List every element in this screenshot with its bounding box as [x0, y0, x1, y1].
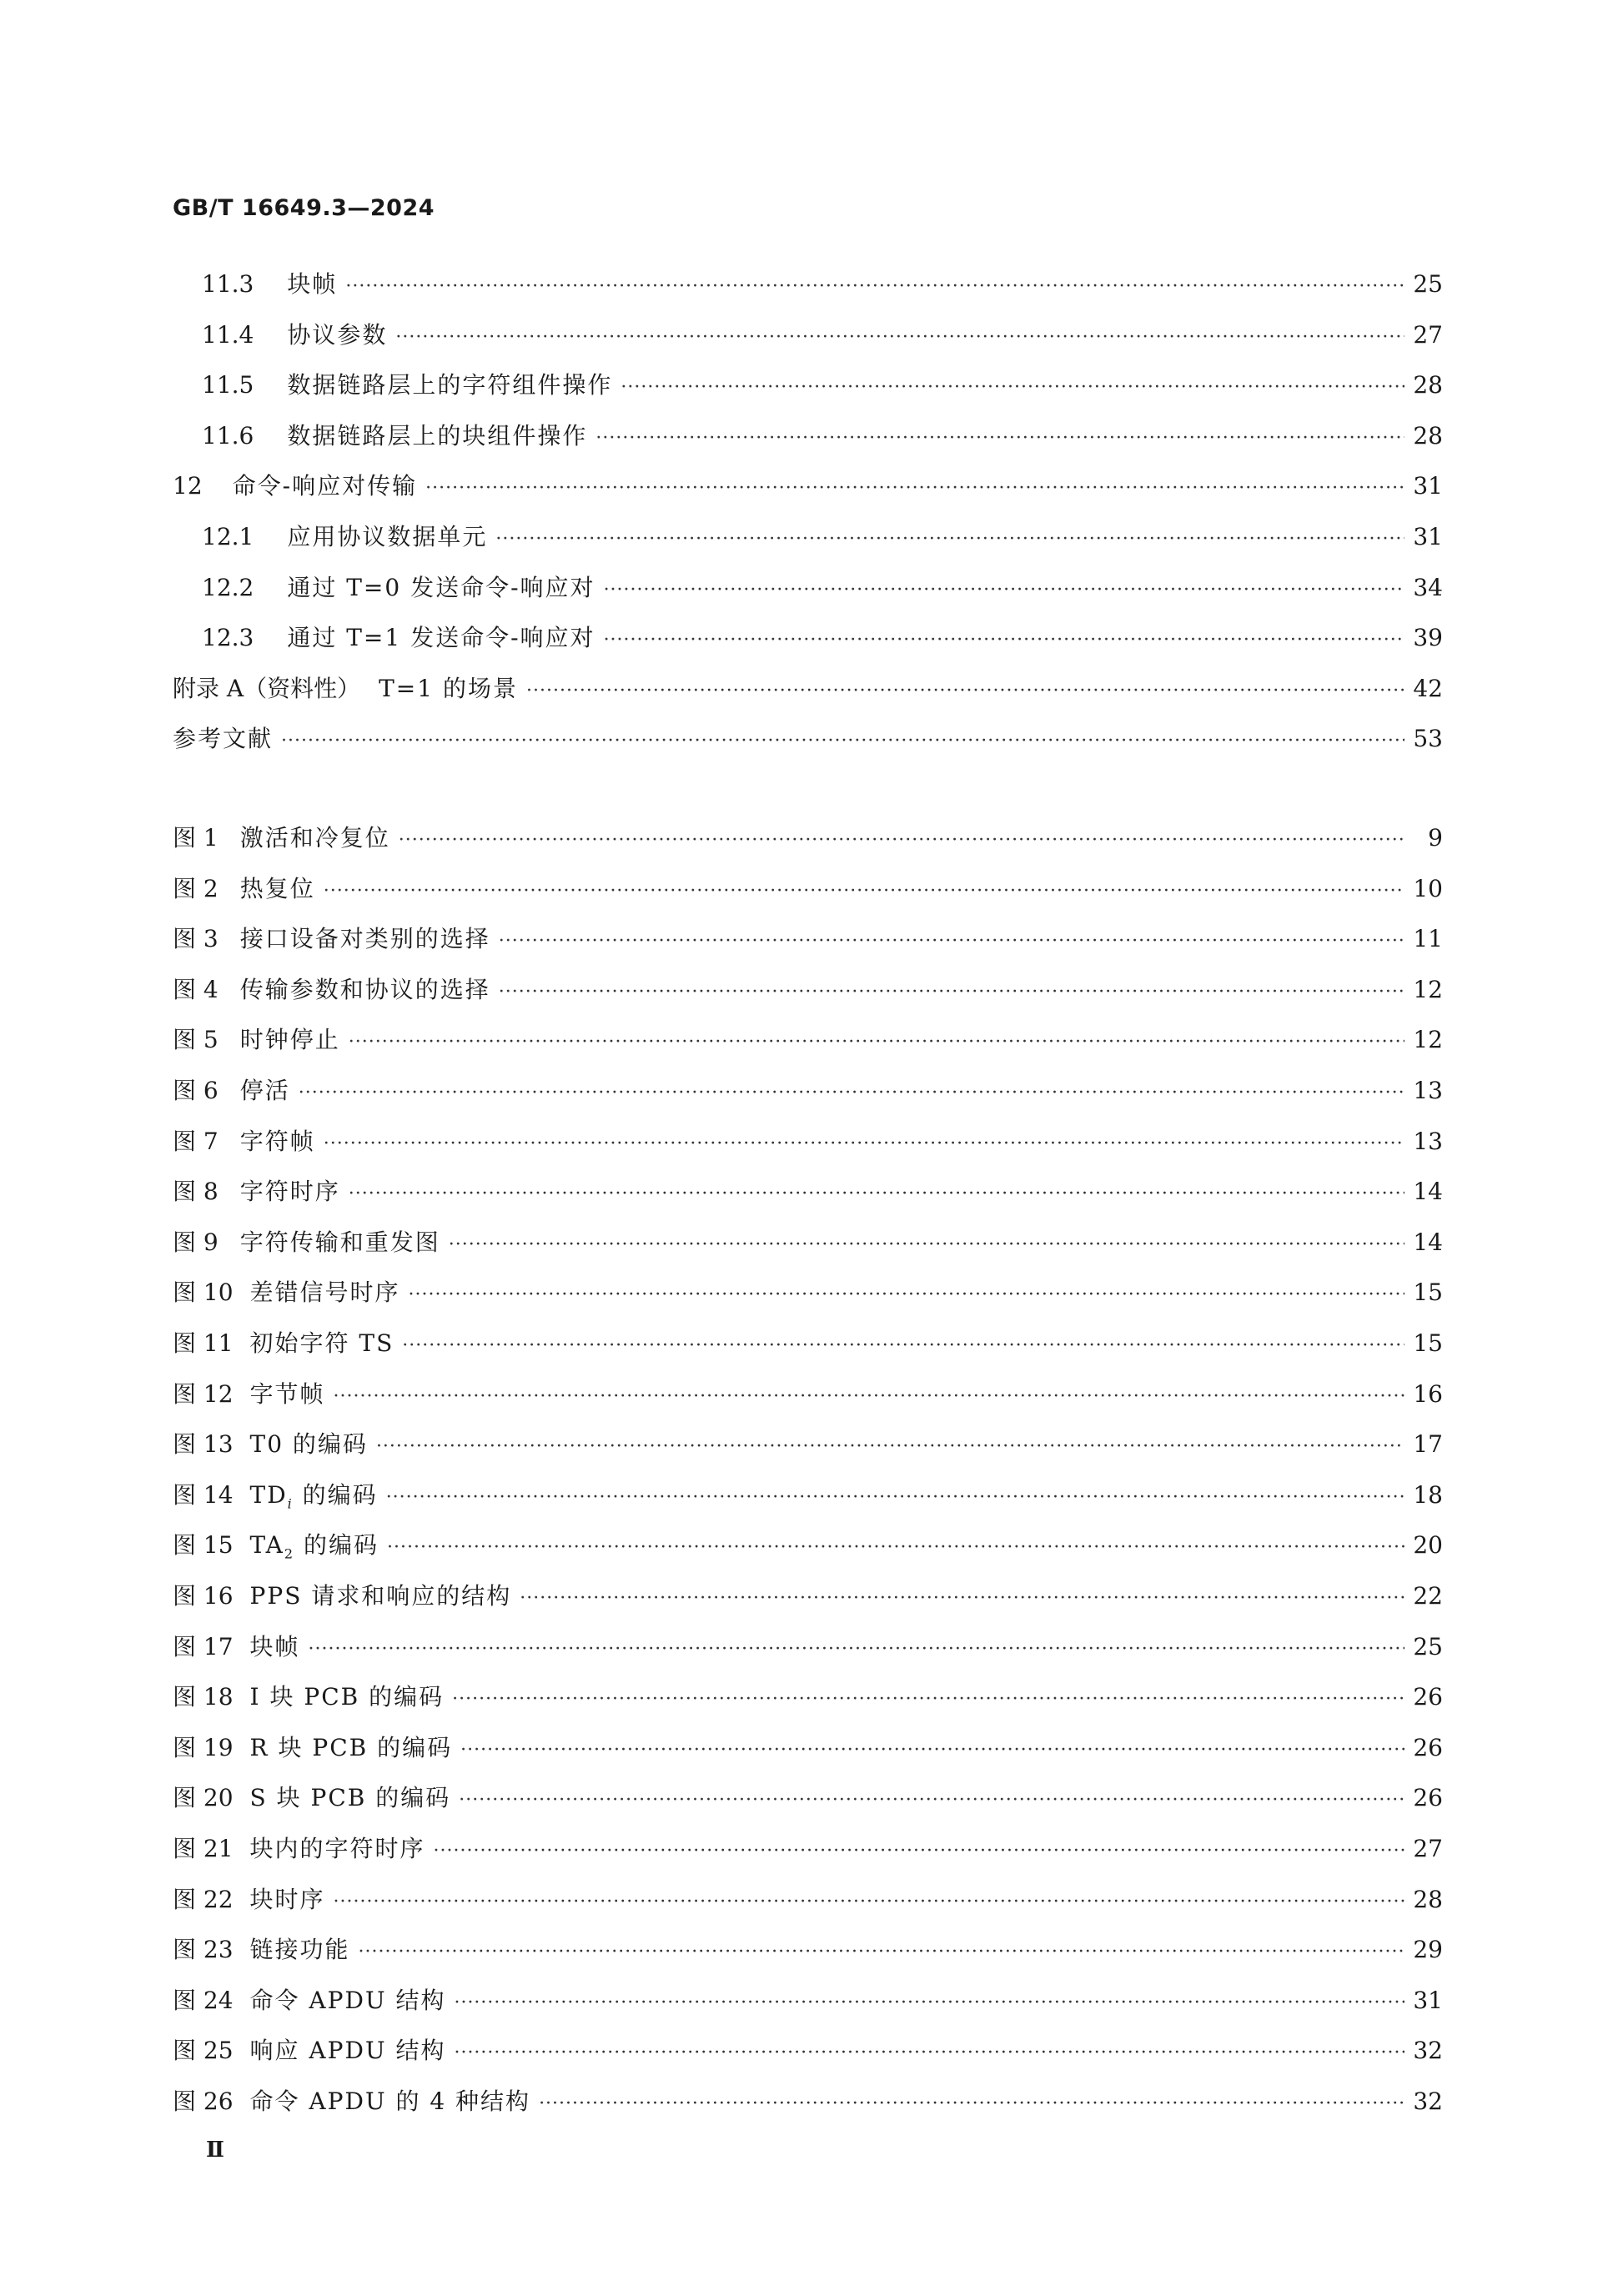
figure-entry-page: 26	[1413, 1784, 1443, 1812]
figure-entry-page: 26	[1413, 1683, 1443, 1711]
figure-entry[interactable]	[173, 2037, 1443, 2067]
figure-entry-number: 图 3	[173, 925, 219, 953]
toc-entry-number: 11.6	[202, 421, 254, 450]
figure-entry[interactable]	[173, 2088, 1443, 2118]
toc-entry-number: 11.5	[202, 371, 254, 399]
toc-entry[interactable]	[202, 523, 1443, 554]
figure-entry-leader	[349, 1180, 1404, 1208]
figure-entry[interactable]	[173, 1178, 1443, 1208]
figure-entry-page: 15	[1413, 1329, 1443, 1357]
figure-entry-title: 命令 APDU 的 4 种结构	[249, 2088, 531, 2115]
toc-entry-page: 34	[1413, 573, 1443, 601]
figure-entry-leader	[386, 1484, 1404, 1512]
figure-entry-title: 热复位	[239, 874, 315, 902]
toc-entry-leader	[526, 677, 1404, 706]
figure-entry-number: 图 21	[173, 1835, 234, 1862]
figure-entry-leader	[376, 1433, 1404, 1461]
toc-entry-page: 39	[1413, 624, 1443, 652]
figure-entry-page: 11	[1413, 925, 1443, 953]
figure-entry-page: 9	[1428, 824, 1443, 852]
figure-entry-leader	[334, 1888, 1404, 1917]
figure-entry-title: I 块 PCB 的编码	[249, 1683, 445, 1711]
figure-entry-page: 14	[1413, 1228, 1443, 1256]
toc-entry-number: 12.1	[202, 523, 254, 550]
figure-entry-leader	[454, 2039, 1404, 2067]
figure-entry-number: 图 15	[173, 1531, 234, 1560]
toc-entry[interactable]	[202, 422, 1443, 453]
toc-entry-title: 应用协议数据单元	[287, 523, 488, 550]
toc-entry-page: 31	[1413, 523, 1443, 550]
figure-entry[interactable]	[173, 1582, 1443, 1613]
toc-entry-page: 28	[1413, 371, 1443, 399]
figure-entry[interactable]	[173, 1886, 1443, 1917]
figure-entry-title: 字节帧	[249, 1379, 325, 1408]
toc-entry-leader	[604, 576, 1404, 605]
figure-entry-leader	[449, 1231, 1404, 1259]
toc-entry[interactable]	[202, 371, 1443, 402]
toc-entry[interactable]	[173, 675, 1443, 706]
toc-entry-leader	[281, 727, 1404, 756]
figure-entry-leader	[434, 1837, 1404, 1866]
toc-entry-title: T=1 的场景	[379, 674, 518, 702]
figure-entry-leader	[539, 2090, 1404, 2118]
toc-entry-title: 数据链路层上的块组件操作	[287, 421, 588, 450]
figure-entry-number: 图 24	[173, 1986, 234, 2014]
toc-entry-title: 数据链路层上的字符组件操作	[287, 371, 613, 399]
figure-entry-page: 32	[1413, 2037, 1443, 2065]
figure-entry[interactable]	[173, 1835, 1443, 1866]
figure-entry-number: 图 6	[173, 1077, 219, 1104]
figure-entry[interactable]	[173, 1430, 1443, 1461]
figure-entry-number: 图 19	[173, 1733, 234, 1761]
figure-entry[interactable]	[173, 1026, 1443, 1057]
figure-entry-number: 图 4	[173, 975, 219, 1003]
figure-entry-leader	[387, 1534, 1404, 1562]
figure-entry-leader	[402, 1332, 1404, 1360]
figure-entry-page: 10	[1413, 874, 1443, 902]
toc-entry-number: 12	[173, 472, 203, 500]
figure-entry-title: $TD_i$ 的编码	[249, 1480, 378, 1512]
figure-entry-page: 17	[1413, 1430, 1443, 1459]
figure-entry-page: 15	[1413, 1279, 1443, 1307]
toc-entry[interactable]	[173, 472, 1443, 503]
figure-entry-page: 28	[1413, 1885, 1443, 1913]
figure-entry-number: 图 17	[173, 1632, 234, 1660]
figure-entry-number: 图 2	[173, 874, 219, 902]
figure-entry-number: 图 9	[173, 1228, 219, 1256]
figure-entry-title: 链接功能	[249, 1936, 350, 1964]
figure-entry-page: 13	[1413, 1127, 1443, 1155]
figure-entry-page: 14	[1413, 1178, 1443, 1206]
figure-entry-leader	[499, 978, 1404, 1007]
figure-entry-title: 字符帧	[239, 1127, 315, 1155]
figure-entry-leader	[454, 1989, 1404, 2017]
toc-entry-number: 11.4	[202, 320, 254, 349]
figure-entry-title: 时钟停止	[239, 1026, 340, 1054]
toc-entry-number: 附录 A（资料性）	[173, 674, 361, 702]
page-number: Ⅱ	[206, 2138, 224, 2163]
figure-entry-leader	[324, 1130, 1404, 1158]
figure-entry-title: PPS 请求和响应的结构	[249, 1582, 512, 1610]
toc-entry-title: 通过 T=0 发送命令-响应对	[287, 573, 595, 601]
toc-entry-title: 块帧	[287, 270, 338, 298]
figure-entry-number: 图 8	[173, 1178, 219, 1206]
figure-entry-title: 块帧	[249, 1632, 300, 1660]
figure-entry[interactable]	[173, 1128, 1443, 1158]
toc-entry[interactable]	[202, 624, 1443, 655]
toc-entry-leader	[395, 324, 1404, 352]
figure-entry-leader	[299, 1079, 1404, 1108]
figure-entry-title: R 块 PCB 的编码	[249, 1733, 453, 1761]
figure-entry-title: S 块 PCB 的编码	[249, 1784, 451, 1812]
figure-entry[interactable]	[173, 1784, 1443, 1815]
figure-entry-title: T0 的编码	[249, 1430, 368, 1459]
figure-entry-page: 26	[1413, 1733, 1443, 1761]
toc-entry-page: 27	[1413, 320, 1443, 349]
figure-entry-page: 16	[1413, 1379, 1443, 1408]
toc-entry-title: 命令-响应对传输	[232, 472, 418, 500]
figure-entry[interactable]	[173, 1329, 1443, 1360]
figure-entry-title: 块时序	[249, 1885, 325, 1913]
toc-entry-title: 参考文献	[173, 725, 274, 753]
toc-entry-leader	[595, 425, 1404, 453]
figure-entry-leader	[452, 1686, 1404, 1714]
figure-entry-number: 图 22	[173, 1885, 234, 1913]
figure-entry-page: 25	[1413, 1632, 1443, 1660]
figure-entry-leader	[520, 1585, 1404, 1613]
figure-entry-title: 接口设备对类别的选择	[239, 925, 490, 953]
figure-entry-number: 图 23	[173, 1936, 234, 1964]
figure-entry-leader	[324, 877, 1404, 906]
figure-entry-title: 停活	[239, 1077, 290, 1104]
figure-entry[interactable]	[173, 1633, 1443, 1664]
figure-entry-page: 31	[1413, 1986, 1443, 2014]
figure-entry-page: 12	[1413, 1026, 1443, 1054]
toc-entry-leader	[621, 374, 1404, 402]
figure-entry-page: 20	[1413, 1531, 1443, 1560]
figure-entry-page: 18	[1413, 1480, 1443, 1509]
figure-entry-number: 图 12	[173, 1379, 234, 1408]
figure-entry[interactable]	[173, 824, 1443, 855]
toc-entry-page: 25	[1413, 270, 1443, 298]
figure-entry[interactable]	[173, 1734, 1443, 1765]
toc-entry-number: 11.3	[202, 270, 254, 298]
figure-entry-title: 激活和冷复位	[239, 824, 390, 852]
figure-entry[interactable]	[173, 1987, 1443, 2017]
figure-entry-title: 传输参数和协议的选择	[239, 975, 490, 1003]
figure-entry-title: 命令 APDU 结构	[249, 1986, 446, 2014]
figure-entry[interactable]	[173, 1077, 1443, 1108]
figure-entry[interactable]	[173, 1683, 1443, 1714]
figure-entry[interactable]	[173, 1481, 1443, 1519]
figure-entry-number: 图 11	[173, 1329, 234, 1357]
figure-entry-title: 字符传输和重发图	[239, 1228, 440, 1256]
figure-entry-leader	[459, 1786, 1404, 1815]
toc-entry-title: 协议参数	[287, 320, 388, 349]
toc-entry-title: 通过 T=1 发送命令-响应对	[287, 624, 595, 652]
toc-entry[interactable]	[202, 321, 1443, 352]
figure-entry-page: 12	[1413, 975, 1443, 1003]
figure-entry-number: 图 10	[173, 1279, 234, 1307]
figure-entry[interactable]	[173, 1228, 1443, 1259]
figure-entry-number: 图 18	[173, 1683, 234, 1711]
figure-entry-leader	[334, 1383, 1404, 1411]
figure-entry[interactable]	[173, 1531, 1443, 1569]
figure-entry-page: 32	[1413, 2088, 1443, 2115]
figure-entry-leader	[399, 826, 1404, 855]
figure-entry-leader	[409, 1281, 1404, 1309]
toc-entry-page: 53	[1413, 725, 1443, 753]
figure-entry-number: 图 26	[173, 2088, 234, 2115]
standard-number-header: GB/T 16649.3—2024	[173, 195, 435, 221]
figure-entry-number: 图 16	[173, 1582, 234, 1610]
figure-entry[interactable]	[173, 925, 1443, 956]
toc-entry-number: 12.2	[202, 573, 254, 601]
figure-entry-title: 初始字符 TS	[249, 1329, 394, 1357]
figure-entry[interactable]	[173, 1279, 1443, 1309]
toc-entry-number: 12.3	[202, 624, 254, 652]
toc-entry[interactable]	[202, 270, 1443, 301]
figure-entry-number: 图 13	[173, 1430, 234, 1459]
figure-entry[interactable]	[173, 875, 1443, 906]
toc-entry-leader	[495, 525, 1404, 554]
figure-entry-number: 图 20	[173, 1784, 234, 1812]
figure-entry-number: 图 1	[173, 824, 219, 852]
toc-entry-leader	[345, 273, 1404, 301]
toc-entry-leader	[604, 626, 1404, 655]
figure-entry-title: 字符时序	[239, 1178, 340, 1206]
figure-entry-leader	[359, 1938, 1404, 1967]
toc-entry-page: 42	[1413, 674, 1443, 702]
figure-entry-page: 29	[1413, 1936, 1443, 1964]
figure-entry-leader	[349, 1028, 1404, 1057]
figure-entry-page: 13	[1413, 1077, 1443, 1104]
figure-entry-number: 图 5	[173, 1026, 219, 1054]
figure-entry-leader	[309, 1635, 1404, 1664]
figure-entry-page: 22	[1413, 1582, 1443, 1610]
figure-entry[interactable]	[173, 1936, 1443, 1967]
figure-entry-number: 图 14	[173, 1480, 234, 1509]
figure-entry-title: 响应 APDU 结构	[249, 2037, 446, 2065]
figure-entry-title: $TA_2$ 的编码	[249, 1531, 379, 1562]
figure-entry[interactable]	[173, 976, 1443, 1007]
figure-entry-title: 块内的字符时序	[249, 1835, 425, 1862]
toc-entry-page: 31	[1413, 472, 1443, 500]
figure-entry[interactable]	[173, 1380, 1443, 1411]
figure-entry-leader	[460, 1736, 1404, 1765]
figure-entry-number: 图 25	[173, 2037, 234, 2065]
toc-entry-page: 28	[1413, 421, 1443, 450]
figure-entry-page: 27	[1413, 1835, 1443, 1862]
figure-entry-number: 图 7	[173, 1127, 219, 1155]
toc-entry[interactable]	[173, 725, 1443, 756]
toc-entry[interactable]	[202, 574, 1443, 605]
figure-entry-title: 差错信号时序	[249, 1279, 400, 1307]
toc-entry-leader	[425, 475, 1404, 503]
figure-entry-leader	[499, 927, 1404, 956]
